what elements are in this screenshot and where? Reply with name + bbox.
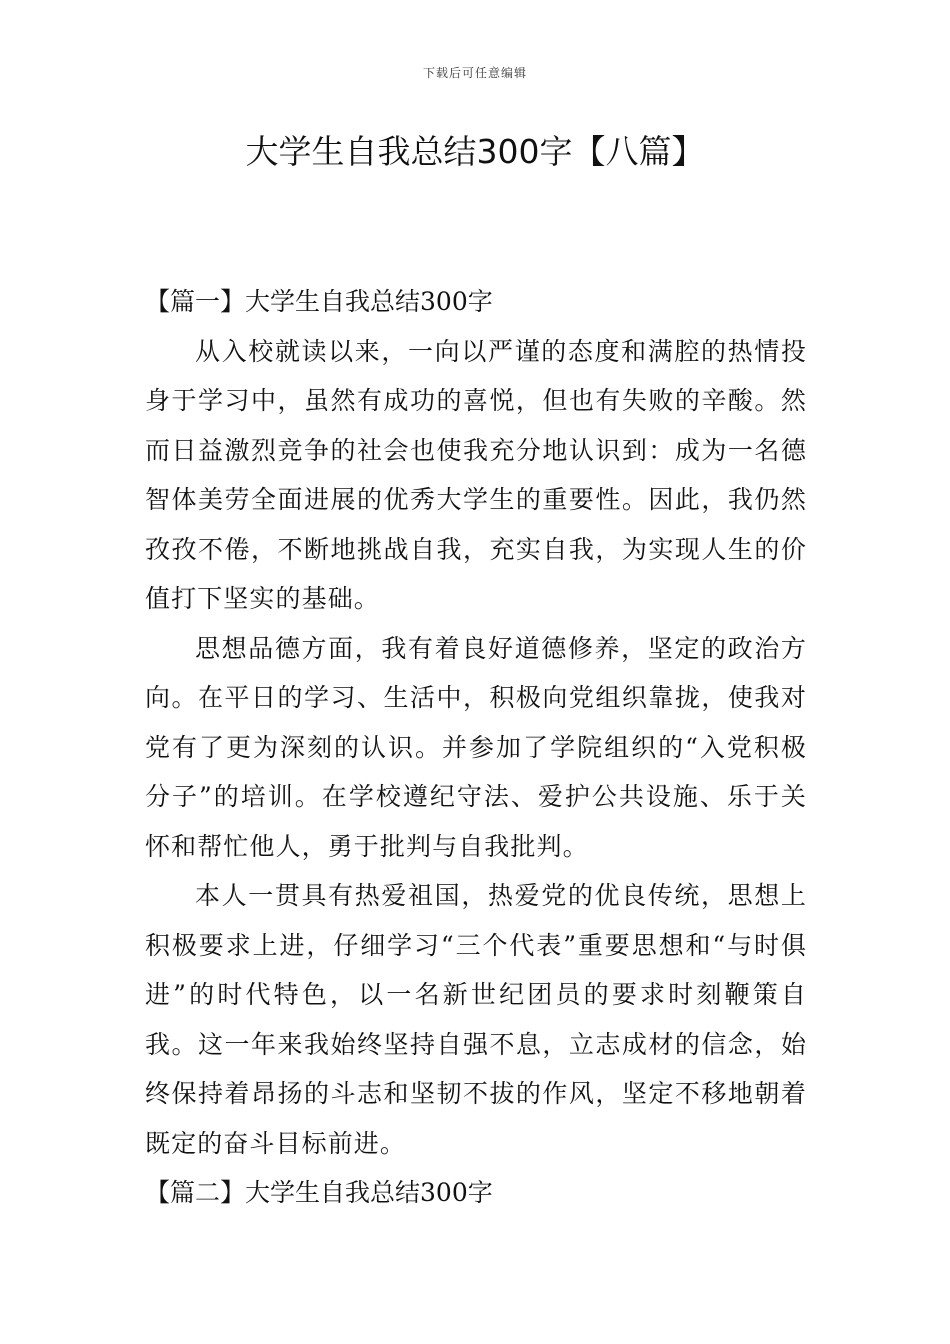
paragraph: 从入校就读以来，一向以严谨的态度和满腔的热情投身于学习中，虽然有成功的喜悦，但也有失败的辛酸。然而日益激烈竞争的社会也使我充分地认识到：成为一名德智体美劳全面进展的优秀大学生的重要性。因此，我仍然孜孜不倦，不断地挑战自我，充实自我，为实现人生的价值打下坚实的基础。 bbox=[145, 336, 807, 613]
paragraph: 思想品德方面，我有着良好道德修养，坚定的政治方向。在平日的学习、生活中，积极向党组织靠拢，使我对党有了更为深刻的认识。并参加了学院组织的“入党积极分子”的培训。在学校遵纪守法、爱护公共设施、乐于关怀和帮忙他人，勇于批判与自我批判。 bbox=[145, 633, 807, 861]
document-body bbox=[145, 277, 807, 1218]
section-2 bbox=[145, 1168, 807, 1218]
header-note: 下载后可任意编辑 bbox=[422, 66, 527, 80]
document-title: 大学生自我总结300字【八篇】 bbox=[245, 132, 705, 171]
paragraph: 本人一贯具有热爱祖国，热爱党的优良传统，思想上积极要求上进，仔细学习“三个代表”重要思想和“与时俱进”的时代特色，以一名新世纪团员的要求时刻鞭策自我。这一年来我始终坚持自强不息，立志成材的信念，始终保持着昂扬的斗志和坚韧不拔的作风，坚定不移地朝着既定的奋斗目标前进。 bbox=[145, 881, 807, 1158]
section-heading: 【篇二】大学生自我总结300字 bbox=[145, 1178, 493, 1207]
section-1 bbox=[145, 277, 807, 1168]
section-heading: 【篇一】大学生自我总结300字 bbox=[145, 287, 493, 316]
